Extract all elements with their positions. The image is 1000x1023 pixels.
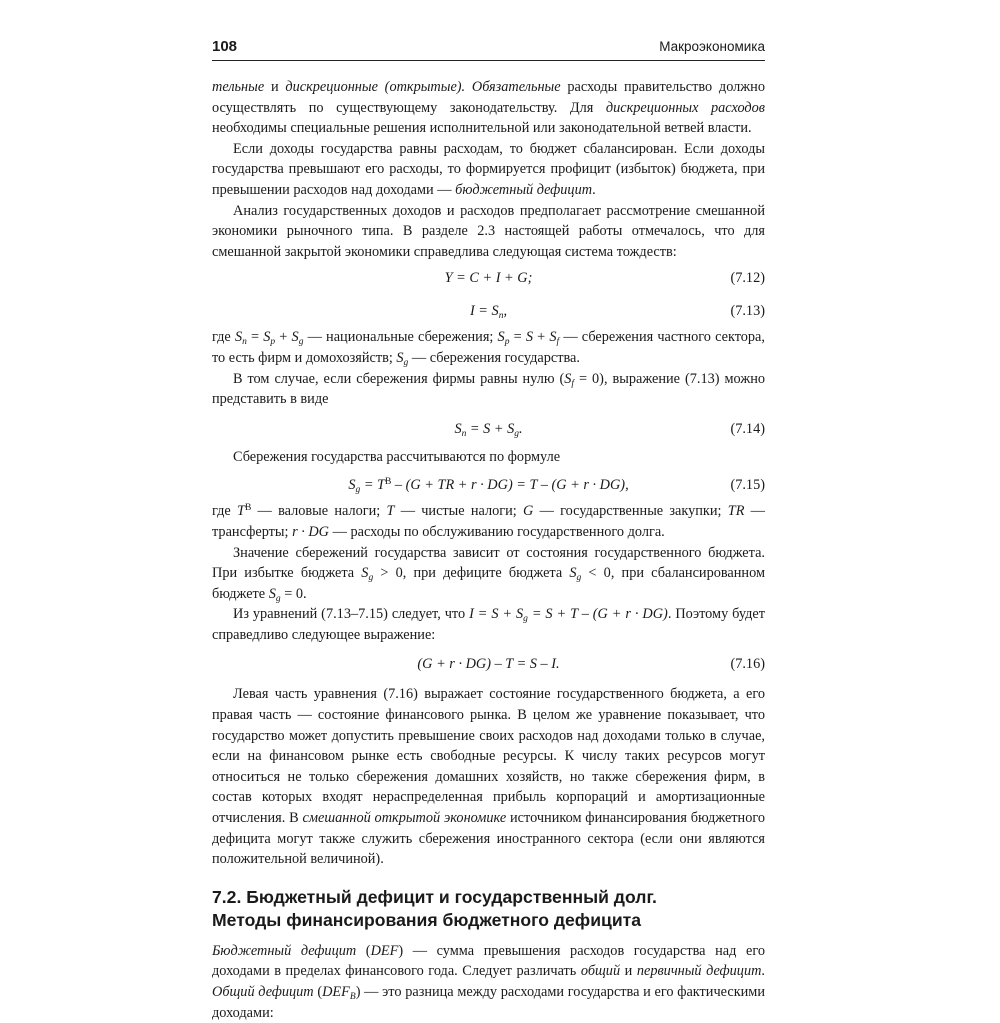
paragraph-derivation: Из уравнений (7.13–7.15) следует, что $I = S + S_g = S + T - (G + r \cdot DG)$. Поэтому будет справедливо следующее выражение:: [212, 606, 766, 643]
paragraph-budget-balance: Если доходы государства равны расходам, то бюджет сбалансирован. Если доходы государства превышают его расходы, то формируется профицит (избыток) бюджета, при превышении расходов над доходами — бюджетный дефицит.: [212, 140, 765, 198]
paragraph-tax-definitions: где $T^B$ — валовые налоги; T — чистые налоги; G — государственные закупки; TR — трансферты; r · DG — расходы по обслуживанию государственного долга.: [212, 503, 765, 540]
equation-7-12: [212, 268, 765, 288]
paragraph-deficit-definition: Бюджетный дефицит (DEF) — сумма превышения расходов государства над его доходами в пределах финансового года. Следует различать общий и первичный дефицит. Общий дефицит $(DEF_B)$ — это разница между расходами государства и его фактическими доходами:: [212, 942, 765, 1021]
running-title: Макроэкономика: [659, 39, 765, 54]
equation-number: (7.14): [730, 420, 765, 437]
page-header: [212, 36, 765, 61]
equation-formula: Y = C + I + G;: [444, 270, 533, 287]
paragraph-gov-savings-formula: Сбережения государства рассчитываются по формуле: [233, 448, 561, 465]
equation-number: (7.15): [730, 477, 765, 494]
page-body: [212, 77, 765, 1023]
equation-7-16: [212, 654, 765, 674]
paragraph-equation-interpretation: Левая часть уравнения (7.16) выражает состояние государственного бюджета, а его правая часть — состояние финансового рынка. В целом же уравнение показывает, что государство может допустить превышение своих расходов над доходами только в случае, если на финансовом рынке есть свободные ресурсы. К числу таких ресурсов могут относиться не только сбережения домашних хозяйств, но также сбережения фирм, в состав которых входят нераспределенная прибыль корпораций и амортизационные отчисления. В смешанной открытой экономике источником финансирования бюджетного дефицита могут также служить сбережения иностранного сектора (если они являются положительной величиной).: [212, 686, 766, 868]
equation-7-13: $I = S_n$, (7.13): [469, 303, 765, 322]
paragraph-budget-states: Значение сбережений государства зависит от состояния государственного бюджета. При избытке бюджета $S_g > 0$, при дефиците бюджета $S_g < 0$, при сбалансированном бюджете $S_g = 0$.: [212, 544, 765, 604]
equation-7-15: $S_g = T^B - (G$ + TR + r · DG) = T – (G + r · DG), (7.15): [348, 477, 765, 496]
paragraph-savings-definitions: где $S_n = S_p + S_g$ — национальные сбережения; $S_p = S + S_f$ — сбережения частного сектора, то есть фирм и домохозяйств; $S_g$ — сбережения государства.: [212, 329, 765, 368]
equation-number: (7.16): [730, 656, 765, 673]
book-page: [212, 36, 765, 1023]
section-heading-line-2: Методы финансирования бюджетного дефицита: [212, 910, 642, 931]
paragraph-mixed-economy: Анализ государственных доходов и расходов предполагает рассмотрение смешанной экономики рыночного типа. В разделе 2.3 настоящей работы отмечалось, что для смешанной закрытой экономики справедлива следующая система тождеств:: [212, 202, 765, 260]
paragraph-expense-types: тельные и дискреционные (открытые). Обязательные расходы правительство должно осуществлять по существующему законодательству. Для дискреционных расходов необходимы специальные решения исполнительной или законодательной ветвей власти.: [212, 79, 765, 137]
equation-number: (7.12): [730, 270, 765, 287]
paragraph-firm-savings: В том случае, если сбережения фирмы равны нулю $(S_f = 0)$, выражение (7.13) можно представить в виде: [212, 370, 765, 408]
section-heading: [212, 886, 765, 933]
equation-formula: (G + r · DG) – T = S – I.: [417, 656, 560, 673]
section-heading-line-1: 7.2. Бюджетный дефицит и государственный долг.: [212, 886, 657, 907]
page-number: 108: [212, 38, 238, 55]
equation-number: (7.13): [730, 303, 765, 320]
equation-7-14: $S_n = S + S_g$. (7.14): [454, 420, 765, 439]
